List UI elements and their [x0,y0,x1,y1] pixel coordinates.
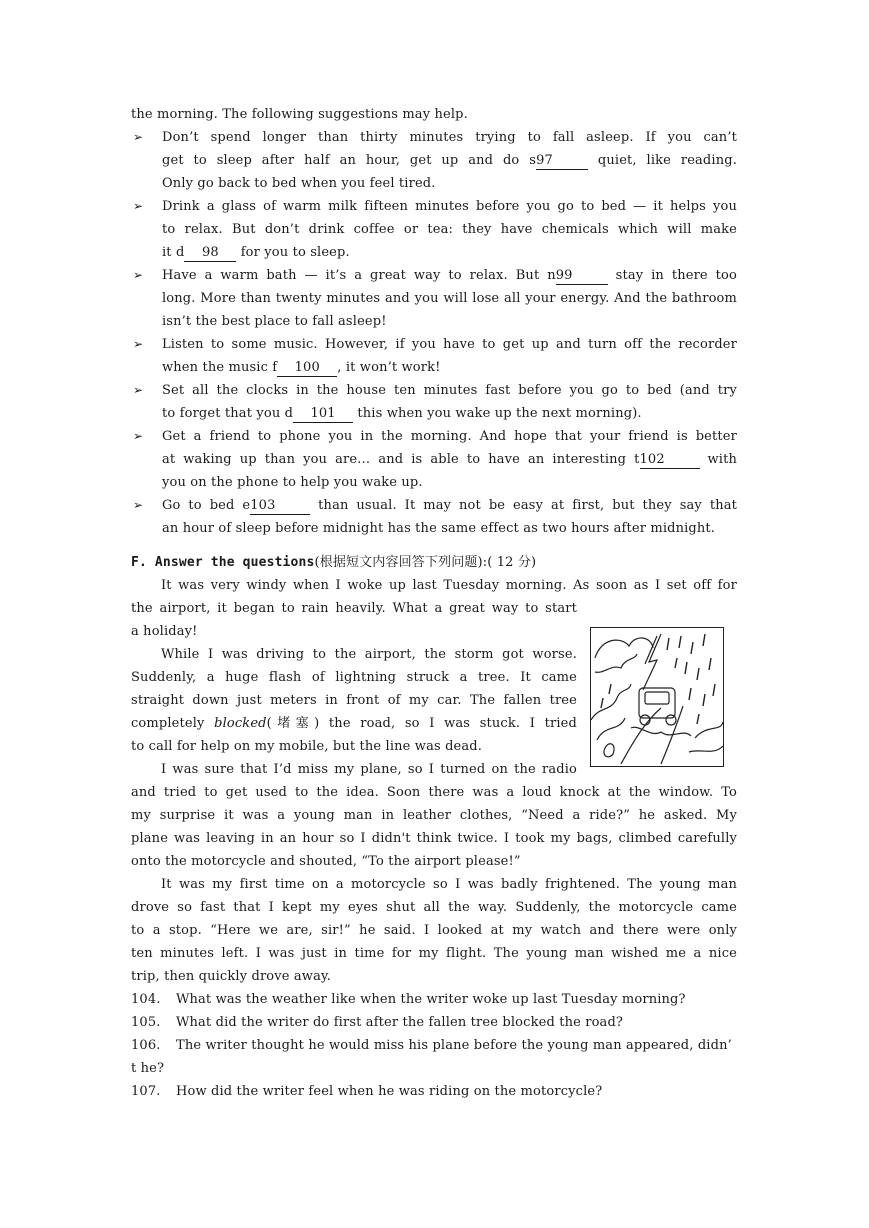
passage-p3-line-1: I was sure that I’d miss my plane, so I turned on the radio [161,762,577,777]
suggestion-text: get to sleep after half an hour, get up and do s [162,153,537,168]
suggestion-text: long. More than twenty minutes and you will lose all your energy. And the bathroom [162,291,737,306]
question-item [131,988,737,1011]
suggestion-line [162,149,737,172]
suggestion-text: , it won’t work! [337,360,441,375]
question-number: 107. [131,1084,161,1099]
section-f-heading [131,551,737,574]
suggestion-text: when the music f [162,360,278,375]
suggestion-line [162,195,737,218]
suggestion-text: an hour of sleep before midnight has the same effect as two hours after midnight. [162,521,716,536]
suggestion-item [131,126,737,195]
passage-p1-line-3: a holiday! [131,624,198,639]
suggestion-line [162,379,737,402]
arrow-bullet-icon: ➢ [133,498,144,512]
passage-p2-line-4 [131,712,577,735]
suggestion-line [162,126,737,149]
question-item [131,1034,737,1057]
arrow-bullet-icon: ➢ [133,268,144,282]
passage-p3-line-5: onto the motorcycle and shouted, “To the airport please!” [131,854,521,869]
passage-p3-line-4: plane was leaving in an hour so I didn't think twice. I took my bags, climbed carefully [131,831,737,846]
passage-p4-line-1: It was my first time on a motorcycle so I was badly frightened. The young man [161,877,737,892]
arrow-bullet-icon: ➢ [133,130,144,144]
suggestion-text: you on the phone to help you wake up. [162,475,423,490]
section-f-title: F. Answer the questions [131,555,315,570]
answer-blank[interactable]: 100 [277,359,337,377]
suggestion-text: isn’t the best place to fall asleep! [162,314,387,329]
suggestion-text: this when you wake up the next morning). [353,406,642,421]
blocked-pre: completely [131,716,215,731]
passage-p2-line-2: Suddenly, a huge flash of lightning struck a tree. It came [131,670,577,685]
suggestion-text: Don’t spend longer than thirty minutes trying to fall asleep. If you can’t [162,130,737,145]
suggestion-line [162,310,737,333]
passage-p3-line-3: my surprise it was a young man in leather clothes, “Need a ride?” he asked. My [131,808,737,823]
answer-blank[interactable]: 97 [536,152,588,170]
passage-p4-line-4: ten minutes left. I was just in time for my flight. The young man wished me a nice [131,946,737,961]
suggestion-line [162,425,737,448]
suggestion-item [131,425,737,494]
suggestion-line [162,448,737,471]
suggestion-line [162,172,737,195]
question-item [131,1080,737,1103]
suggestion-text: to relax. But don’t drink coffee or tea: they have chemicals which will make [162,222,737,237]
arrow-bullet-icon: ➢ [133,383,144,397]
intro-line: the morning. The following suggestions may help. [131,107,468,122]
question-item [131,1011,737,1034]
blocked-word: blocked [214,716,267,731]
suggestion-line [162,471,737,494]
passage-p2-line-5: to call for help on my mobile, but the line was dead. [131,739,483,754]
question-text: t he? [131,1061,165,1076]
passage-p2-line-1: While I was driving to the airport, the storm got worse. [161,647,577,662]
suggestion-line [162,356,737,379]
question-number: 105. [131,1015,161,1030]
suggestion-text: Only go back to bed when you feel tired. [162,176,436,191]
passage-p1-line-1: It was very windy when I woke up last Tuesday morning. As soon as I set off for [161,578,737,593]
answer-blank[interactable]: 98 [184,244,236,262]
answer-blank[interactable]: 102 [640,451,700,469]
suggestion-text: quiet, like reading. [588,153,737,168]
suggestion-list [131,126,737,540]
suggestion-line [162,494,737,517]
suggestion-item [131,195,737,264]
question-number: 104. [131,992,161,1007]
suggestion-text: Go to bed e [162,498,251,513]
document-page [131,103,737,1103]
suggestion-line [162,287,737,310]
suggestion-line [162,218,737,241]
suggestion-line [162,517,737,540]
suggestion-line [162,402,737,425]
suggestion-line [162,333,737,356]
suggestion-item [131,333,737,379]
suggestion-text: Listen to some music. However, if you have to get up and turn off the recorder [162,337,737,352]
suggestion-line [162,264,737,287]
arrow-bullet-icon: ➢ [133,337,144,351]
question-item [131,1057,737,1080]
answer-blank[interactable]: 99 [556,267,608,285]
suggestion-text: at waking up than you are… and is able to have an interesting t [162,452,640,467]
storm-car-illustration-icon [590,627,724,767]
suggestion-text: Drink a glass of warm milk fifteen minutes before you go to bed — it helps you [162,199,737,214]
passage-p3-line-2: and tried to get used to the idea. Soon there was a loud knock at the window. To [131,785,737,800]
suggestion-text: with [699,452,737,467]
question-text: What was the weather like when the writer woke up last Tuesday morning? [176,992,686,1007]
blocked-post: (堵塞) the road, so I was stuck. I tried [266,716,577,731]
answer-blank[interactable]: 101 [293,405,353,423]
suggestion-item [131,494,737,540]
arrow-bullet-icon: ➢ [133,199,144,213]
question-text: How did the writer feel when he was riding on the motorcycle? [176,1084,603,1099]
suggestion-text: stay in there too [607,268,737,283]
answer-blank[interactable]: 103 [250,497,310,515]
passage-p4-line-5: trip, then quickly drove away. [131,969,332,984]
question-number: 106. [131,1038,161,1053]
suggestion-text: Get a friend to phone you in the morning. And hope that your friend is better [162,429,737,444]
question-text: The writer thought he would miss his plane before the young man appeared, didn’ [176,1038,732,1053]
suggestion-item [131,264,737,333]
suggestion-item [131,379,737,425]
suggestion-text: to forget that you d [162,406,294,421]
suggestion-line [162,241,737,264]
passage-p4-line-3: to a stop. “Here we are, sir!” he said. I looked at my watch and there were only [131,923,737,938]
passage-p2-line-3: straight down just meters in front of my car. The fallen tree [131,693,577,708]
section-f-instruction: (根据短文内容回答下列问题):( 12 分) [314,555,537,570]
arrow-bullet-icon: ➢ [133,429,144,443]
passage-p4-line-2: drove so fast that I kept my eyes shut all the way. Suddenly, the motorcycle came [131,900,737,915]
suggestion-text: it d [162,245,185,260]
question-text: What did the writer do first after the fallen tree blocked the road? [176,1015,624,1030]
passage-p1-line-2: the airport, it began to rain heavily. What a great way to start [131,601,577,616]
suggestion-text: than usual. It may not be easy at first, but they say that [310,498,737,513]
suggestion-text: Set all the clocks in the house ten minutes fast before you go to bed (and try [162,383,737,398]
question-list [131,988,737,1103]
suggestion-text: for you to sleep. [236,245,350,260]
suggestion-text: Have a warm bath — it’s a great way to relax. But n [162,268,556,283]
